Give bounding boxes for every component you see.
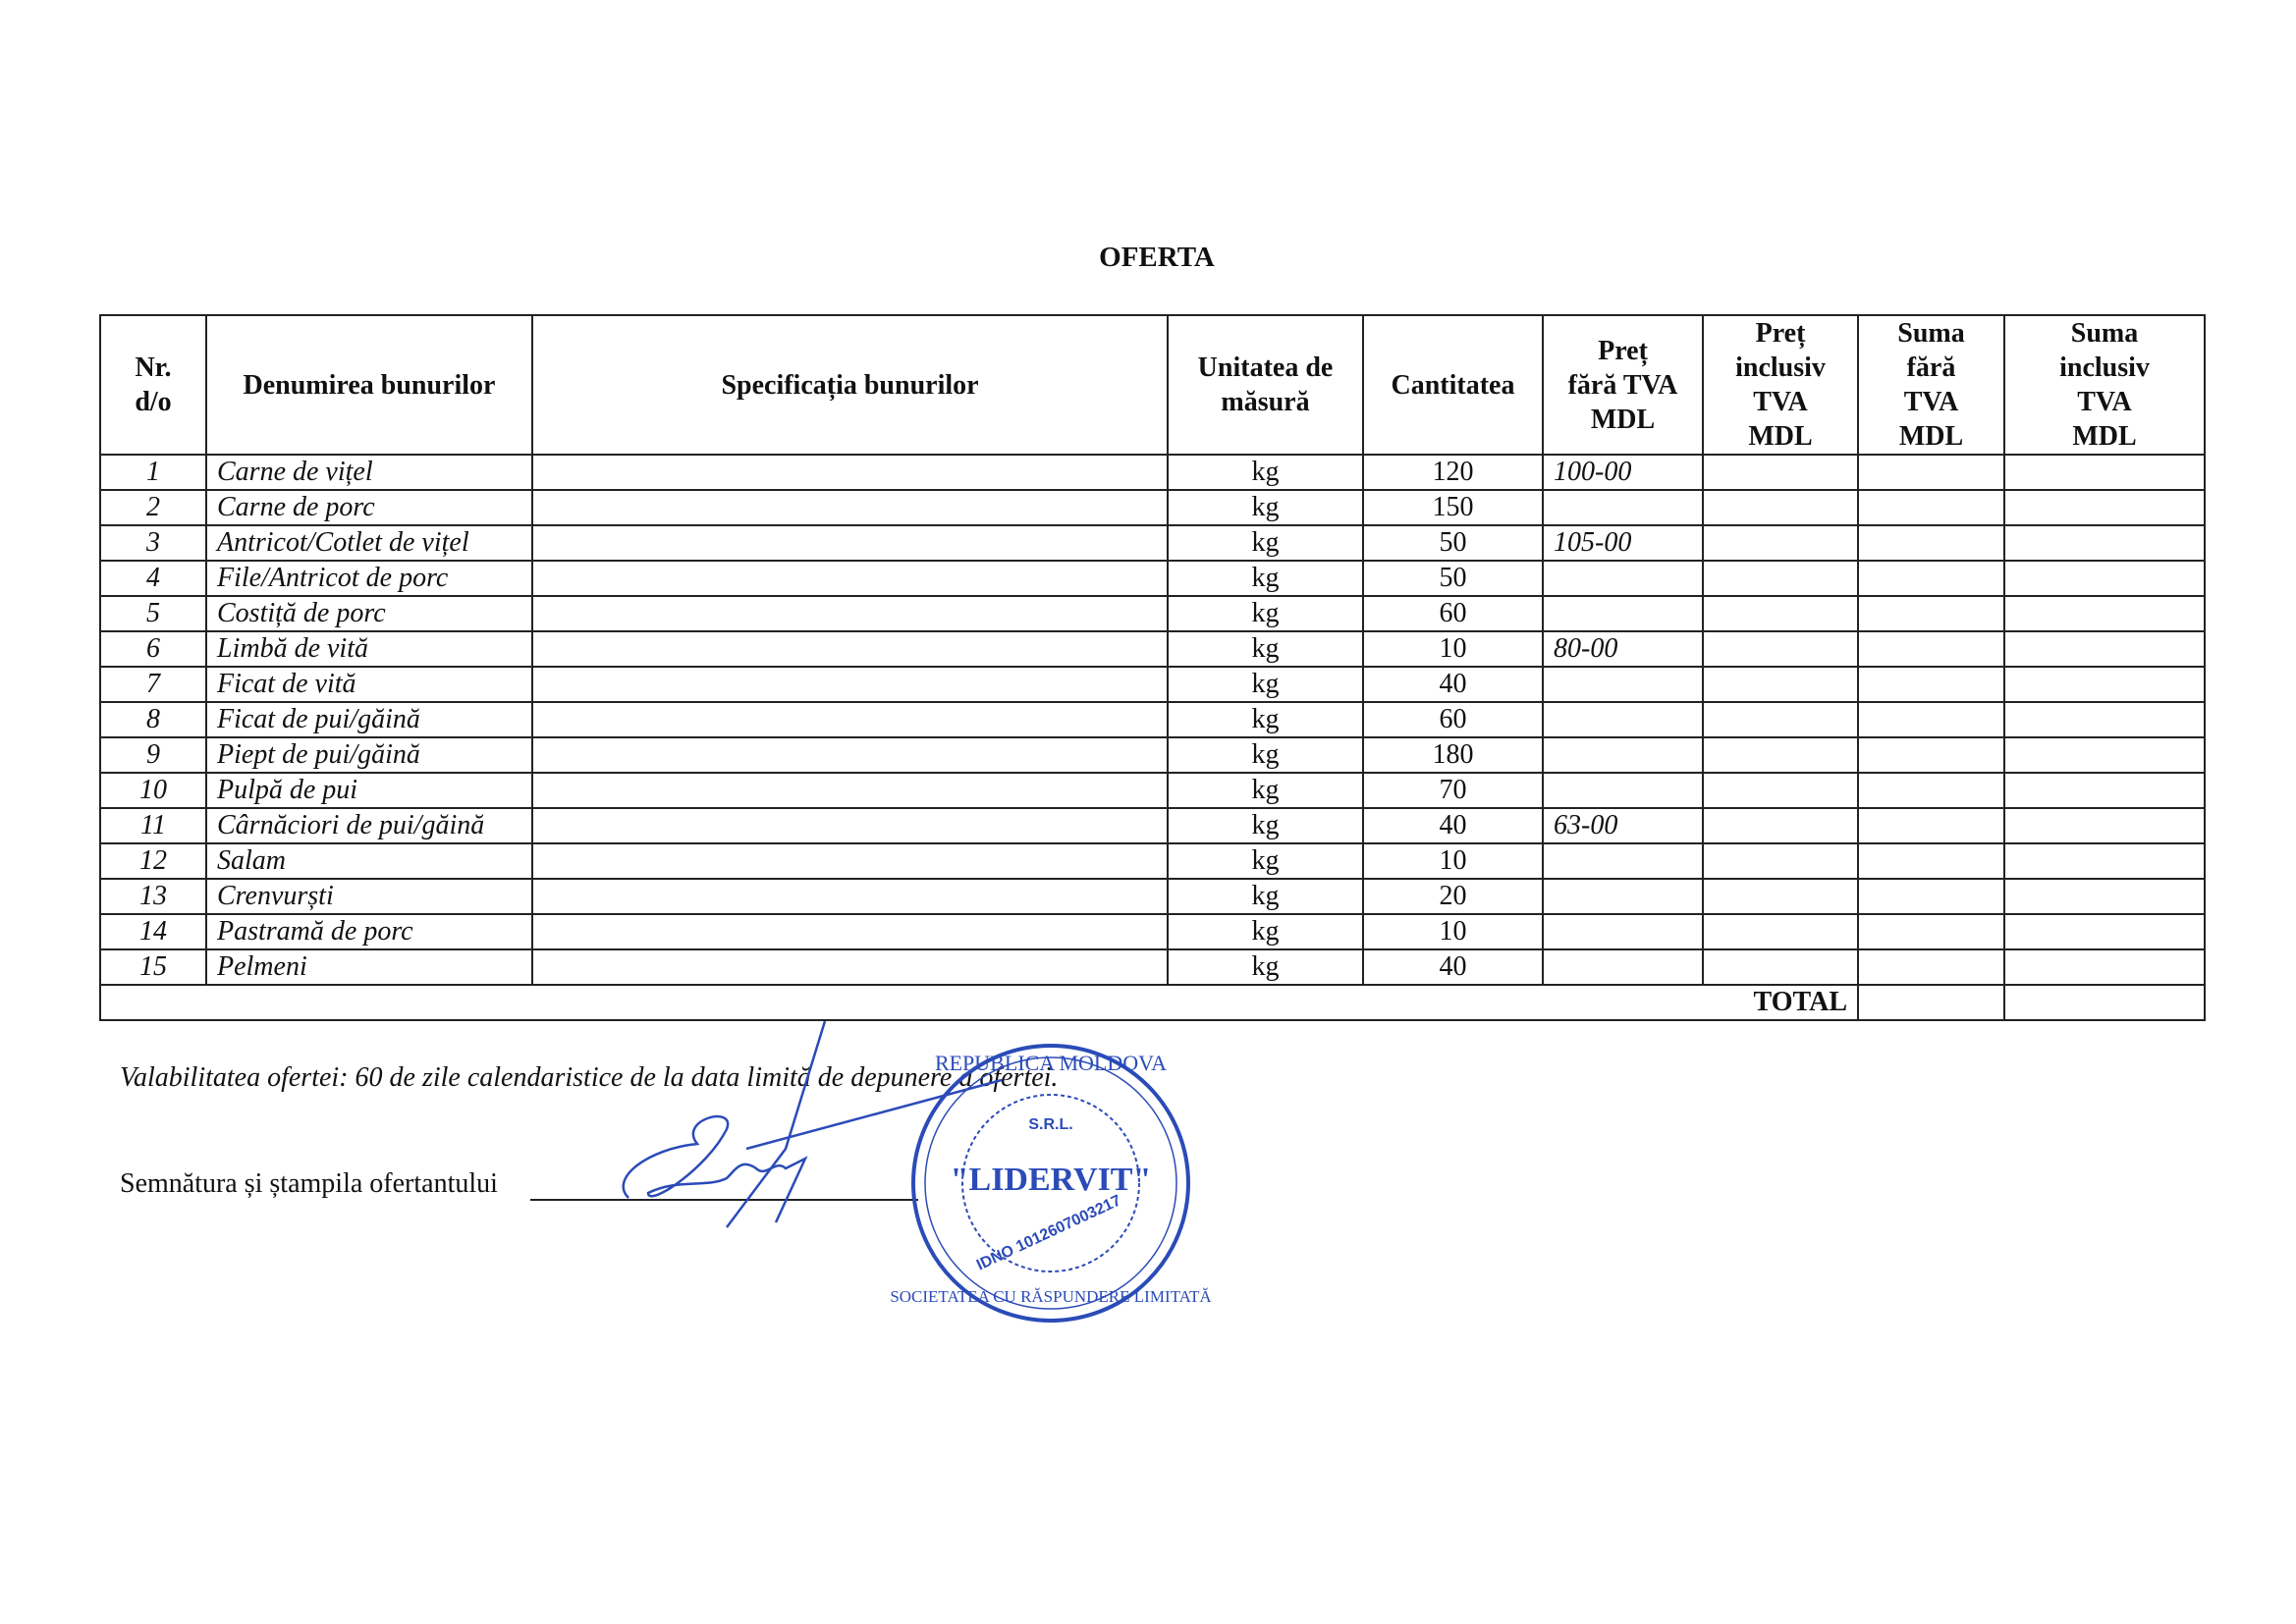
- item-spec: [532, 949, 1168, 985]
- item-name: Limbă de vită: [206, 631, 532, 667]
- price-excl-vat: [1543, 949, 1703, 985]
- item-quantity: 10: [1363, 631, 1543, 667]
- price-incl-vat: [1703, 702, 1858, 737]
- row-number: 7: [100, 667, 206, 702]
- stamp-idno: IDNO 1012607003217: [973, 1192, 1124, 1274]
- item-name: Crenvurști: [206, 879, 532, 914]
- sum-excl-vat: [1858, 631, 2004, 667]
- table-row: [100, 914, 2205, 949]
- table-row: [100, 843, 2205, 879]
- item-quantity: 40: [1363, 667, 1543, 702]
- item-quantity: 20: [1363, 879, 1543, 914]
- item-quantity: 40: [1363, 949, 1543, 985]
- price-excl-vat: [1543, 843, 1703, 879]
- offer-table: [99, 314, 2206, 1021]
- price-excl-vat: [1543, 773, 1703, 808]
- price-incl-vat: [1703, 949, 1858, 985]
- item-name: Piept de pui/găină: [206, 737, 532, 773]
- sum-incl-vat: [2004, 737, 2205, 773]
- price-incl-vat: [1703, 843, 1858, 879]
- item-quantity: 50: [1363, 561, 1543, 596]
- table-row: [100, 702, 2205, 737]
- item-name: Carne de porc: [206, 490, 532, 525]
- price-excl-vat: [1543, 596, 1703, 631]
- sum-incl-vat: [2004, 914, 2205, 949]
- table-row: [100, 490, 2205, 525]
- item-unit: kg: [1168, 455, 1363, 490]
- price-excl-vat: [1543, 490, 1703, 525]
- price-excl-vat: 63-00: [1543, 808, 1703, 843]
- item-unit: kg: [1168, 525, 1363, 561]
- total-label: TOTAL: [100, 985, 1858, 1020]
- item-name: Salam: [206, 843, 532, 879]
- column-header: Cantitatea: [1363, 315, 1543, 455]
- item-spec: [532, 808, 1168, 843]
- table-header-row: [100, 315, 2205, 455]
- table-row: [100, 949, 2205, 985]
- signature-and-stamp: [589, 1011, 1218, 1335]
- item-quantity: 50: [1363, 525, 1543, 561]
- item-spec: [532, 561, 1168, 596]
- price-excl-vat: [1543, 667, 1703, 702]
- item-spec: [532, 879, 1168, 914]
- item-unit: kg: [1168, 631, 1363, 667]
- sum-incl-vat: [2004, 773, 2205, 808]
- item-quantity: 60: [1363, 596, 1543, 631]
- table-row: [100, 596, 2205, 631]
- item-quantity: 60: [1363, 702, 1543, 737]
- price-incl-vat: [1703, 737, 1858, 773]
- item-unit: kg: [1168, 596, 1363, 631]
- item-unit: kg: [1168, 667, 1363, 702]
- sum-incl-vat: [2004, 667, 2205, 702]
- sum-excl-vat: [1858, 490, 2004, 525]
- row-number: 5: [100, 596, 206, 631]
- row-number: 8: [100, 702, 206, 737]
- item-name: Ficat de vită: [206, 667, 532, 702]
- item-quantity: 150: [1363, 490, 1543, 525]
- item-unit: kg: [1168, 843, 1363, 879]
- item-spec: [532, 773, 1168, 808]
- item-spec: [532, 667, 1168, 702]
- item-unit: kg: [1168, 737, 1363, 773]
- item-spec: [532, 737, 1168, 773]
- row-number: 15: [100, 949, 206, 985]
- item-quantity: 40: [1363, 808, 1543, 843]
- sum-incl-vat: [2004, 879, 2205, 914]
- item-name: File/Antricot de porc: [206, 561, 532, 596]
- price-incl-vat: [1703, 631, 1858, 667]
- sum-incl-vat: [2004, 808, 2205, 843]
- stamp-outer-text: REPUBLICA MOLDOVA: [934, 1051, 1168, 1075]
- sum-excl-vat: [1858, 808, 2004, 843]
- column-header: Suma fără TVA MDL: [1858, 315, 2004, 455]
- sum-incl-vat: [2004, 631, 2205, 667]
- sum-excl-vat: [1858, 702, 2004, 737]
- row-number: 10: [100, 773, 206, 808]
- row-number: 14: [100, 914, 206, 949]
- price-excl-vat: [1543, 737, 1703, 773]
- item-unit: kg: [1168, 949, 1363, 985]
- price-incl-vat: [1703, 561, 1858, 596]
- item-quantity: 70: [1363, 773, 1543, 808]
- column-header: Nr. d/o: [100, 315, 206, 455]
- item-unit: kg: [1168, 773, 1363, 808]
- price-incl-vat: [1703, 455, 1858, 490]
- table-row: [100, 455, 2205, 490]
- item-unit: kg: [1168, 808, 1363, 843]
- total-sum-incl-vat: [2004, 985, 2205, 1020]
- price-incl-vat: [1703, 596, 1858, 631]
- item-spec: [532, 914, 1168, 949]
- price-incl-vat: [1703, 773, 1858, 808]
- sum-incl-vat: [2004, 561, 2205, 596]
- table-row: [100, 879, 2205, 914]
- item-unit: kg: [1168, 702, 1363, 737]
- item-spec: [532, 843, 1168, 879]
- row-number: 6: [100, 631, 206, 667]
- sum-incl-vat: [2004, 596, 2205, 631]
- table-row: [100, 631, 2205, 667]
- validity-note: Valabilitatea ofertei: 60 de zile calendaristice de la data limită de depunere a ofertei.: [120, 1062, 1059, 1093]
- table-row: [100, 773, 2205, 808]
- column-header: Preț inclusiv TVA MDL: [1703, 315, 1858, 455]
- sum-excl-vat: [1858, 667, 2004, 702]
- column-header: Specificația bunurilor: [532, 315, 1168, 455]
- sum-excl-vat: [1858, 843, 2004, 879]
- item-unit: kg: [1168, 561, 1363, 596]
- sum-incl-vat: [2004, 490, 2205, 525]
- item-name: Costiță de porc: [206, 596, 532, 631]
- sum-excl-vat: [1858, 737, 2004, 773]
- item-unit: kg: [1168, 879, 1363, 914]
- company-stamp: [890, 1046, 1212, 1321]
- price-incl-vat: [1703, 808, 1858, 843]
- sum-excl-vat: [1858, 596, 2004, 631]
- sum-incl-vat: [2004, 843, 2205, 879]
- price-excl-vat: 80-00: [1543, 631, 1703, 667]
- item-quantity: 10: [1363, 914, 1543, 949]
- item-quantity: 10: [1363, 843, 1543, 879]
- price-excl-vat: 105-00: [1543, 525, 1703, 561]
- sum-excl-vat: [1858, 914, 2004, 949]
- document-title: OFERTA: [1099, 242, 1215, 273]
- sum-incl-vat: [2004, 525, 2205, 561]
- price-excl-vat: 100-00: [1543, 455, 1703, 490]
- sum-excl-vat: [1858, 949, 2004, 985]
- item-name: Antricot/Cotlet de vițel: [206, 525, 532, 561]
- signature-label: Semnătura și ștampila ofertantului: [120, 1168, 498, 1199]
- item-name: Pulpă de pui: [206, 773, 532, 808]
- sum-excl-vat: [1858, 525, 2004, 561]
- item-name: Carne de vițel: [206, 455, 532, 490]
- sum-incl-vat: [2004, 455, 2205, 490]
- total-sum-excl-vat: [1858, 985, 2004, 1020]
- row-number: 12: [100, 843, 206, 879]
- item-name: Pelmeni: [206, 949, 532, 985]
- column-header: Unitatea de măsură: [1168, 315, 1363, 455]
- column-header: Suma inclusiv TVA MDL: [2004, 315, 2205, 455]
- sum-incl-vat: [2004, 949, 2205, 985]
- item-spec: [532, 525, 1168, 561]
- row-number: 13: [100, 879, 206, 914]
- item-quantity: 180: [1363, 737, 1543, 773]
- sum-excl-vat: [1858, 455, 2004, 490]
- price-incl-vat: [1703, 525, 1858, 561]
- row-number: 2: [100, 490, 206, 525]
- item-quantity: 120: [1363, 455, 1543, 490]
- table-row: [100, 667, 2205, 702]
- stamp-bottom-text: SOCIETATEA CU RĂSPUNDERE LIMITATĂ: [890, 1287, 1212, 1306]
- item-name: Pastramă de porc: [206, 914, 532, 949]
- table-row: [100, 561, 2205, 596]
- item-spec: [532, 490, 1168, 525]
- item-spec: [532, 702, 1168, 737]
- item-unit: kg: [1168, 490, 1363, 525]
- table-row: [100, 525, 2205, 561]
- price-excl-vat: [1543, 879, 1703, 914]
- item-name: Cârnăciori de pui/găină: [206, 808, 532, 843]
- sum-excl-vat: [1858, 561, 2004, 596]
- item-unit: kg: [1168, 914, 1363, 949]
- item-name: Ficat de pui/găină: [206, 702, 532, 737]
- item-spec: [532, 631, 1168, 667]
- row-number: 4: [100, 561, 206, 596]
- sum-excl-vat: [1858, 773, 2004, 808]
- price-incl-vat: [1703, 914, 1858, 949]
- sum-incl-vat: [2004, 702, 2205, 737]
- column-header: Preț fără TVA MDL: [1543, 315, 1703, 455]
- item-spec: [532, 455, 1168, 490]
- price-excl-vat: [1543, 914, 1703, 949]
- table-row: [100, 808, 2205, 843]
- stamp-company: "LIDERVIT": [950, 1162, 1152, 1198]
- item-spec: [532, 596, 1168, 631]
- price-incl-vat: [1703, 879, 1858, 914]
- price-incl-vat: [1703, 490, 1858, 525]
- sum-excl-vat: [1858, 879, 2004, 914]
- table-row: [100, 737, 2205, 773]
- row-number: 1: [100, 455, 206, 490]
- column-header: Denumirea bunurilor: [206, 315, 532, 455]
- row-number: 11: [100, 808, 206, 843]
- stamp-type: S.R.L.: [1028, 1116, 1073, 1133]
- row-number: 3: [100, 525, 206, 561]
- price-excl-vat: [1543, 561, 1703, 596]
- price-excl-vat: [1543, 702, 1703, 737]
- row-number: 9: [100, 737, 206, 773]
- price-incl-vat: [1703, 667, 1858, 702]
